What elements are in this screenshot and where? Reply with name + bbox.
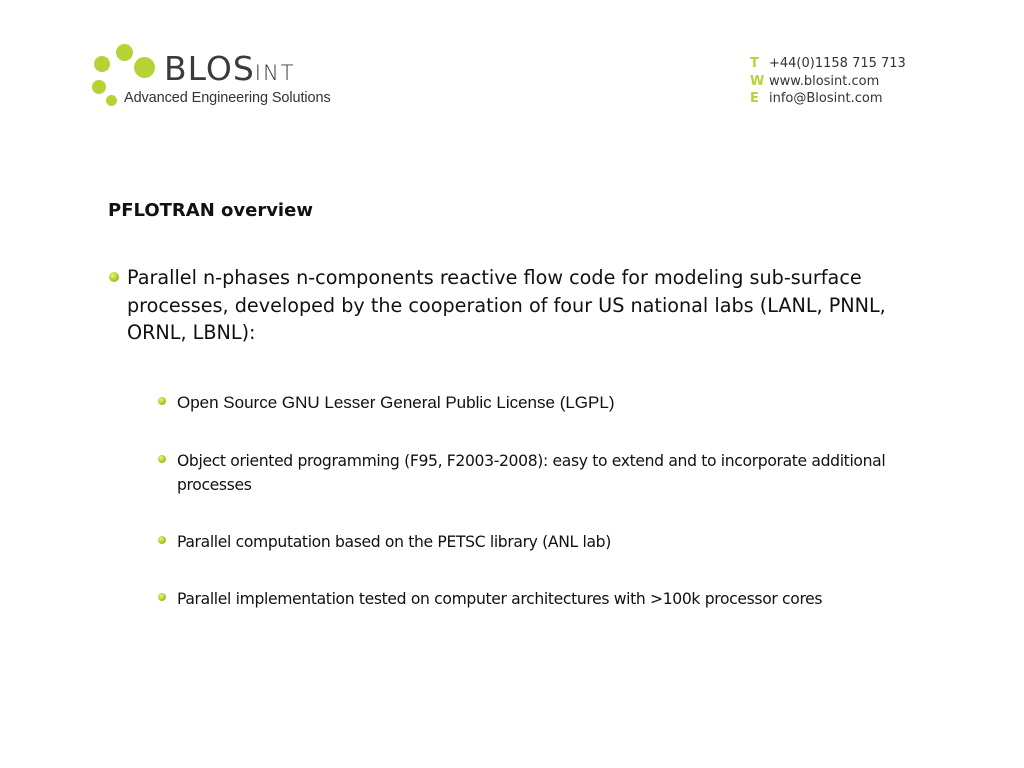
logo-tagline: Advanced Engineering Solutions — [124, 90, 331, 106]
green-sphere-bullet-icon — [158, 397, 166, 405]
logo-dot-icon — [106, 95, 117, 106]
logo-wordmark — [164, 49, 296, 88]
contact-email — [750, 90, 906, 108]
logo-wordmark-suffix: INT — [254, 61, 296, 85]
contact-info — [750, 55, 906, 108]
sub-bullet-text: Object oriented programming (F95, F2003-2008): easy to extend and to incorporate additional processes — [177, 452, 886, 494]
green-sphere-bullet-icon — [109, 272, 119, 282]
contact-phone-value: +44(0)1158 715 713 — [769, 56, 906, 71]
slide-title: PFLOTRAN overview — [108, 200, 313, 221]
blosint-logo — [88, 40, 358, 112]
sub-bullet-text: Parallel implementation tested on computer architectures with >100k processor cores — [177, 590, 823, 608]
contact-website-label: W — [750, 73, 765, 89]
contact-website — [750, 73, 906, 91]
green-sphere-bullet-icon — [158, 536, 166, 544]
sub-bullet-text: Parallel computation based on the PETSC library (ANL lab) — [177, 533, 611, 551]
contact-phone — [750, 55, 906, 73]
logo-dot-icon — [116, 44, 133, 61]
contact-email-label: E — [750, 91, 759, 106]
contact-email-link[interactable]: info@Blosint.com — [769, 91, 883, 106]
logo-wordmark-main: BLOS — [164, 49, 255, 88]
sub-bullet-text: Open Source GNU Lesser General Public License (LGPL) — [177, 393, 615, 412]
main-bullet — [108, 264, 938, 347]
green-sphere-bullet-icon — [158, 593, 166, 601]
logo-dot-icon — [134, 57, 155, 78]
contact-website-link[interactable]: www.blosint.com — [769, 73, 880, 89]
green-sphere-bullet-icon — [158, 455, 166, 463]
contact-phone-label: T — [750, 56, 759, 71]
logo-dot-icon — [92, 80, 106, 94]
sub-bullet-license — [158, 391, 928, 415]
sub-bullet-petsc — [158, 530, 928, 554]
sub-bullet-oop — [158, 449, 928, 497]
main-bullet-text: Parallel n-phases n-components reactive flow code for modeling sub-surface processes, developed by the cooperation of four US national labs (LANL, PNNL, ORNL, LBNL): — [127, 266, 886, 344]
logo-dot-icon — [94, 56, 110, 72]
sub-bullet-scalability — [158, 587, 928, 611]
